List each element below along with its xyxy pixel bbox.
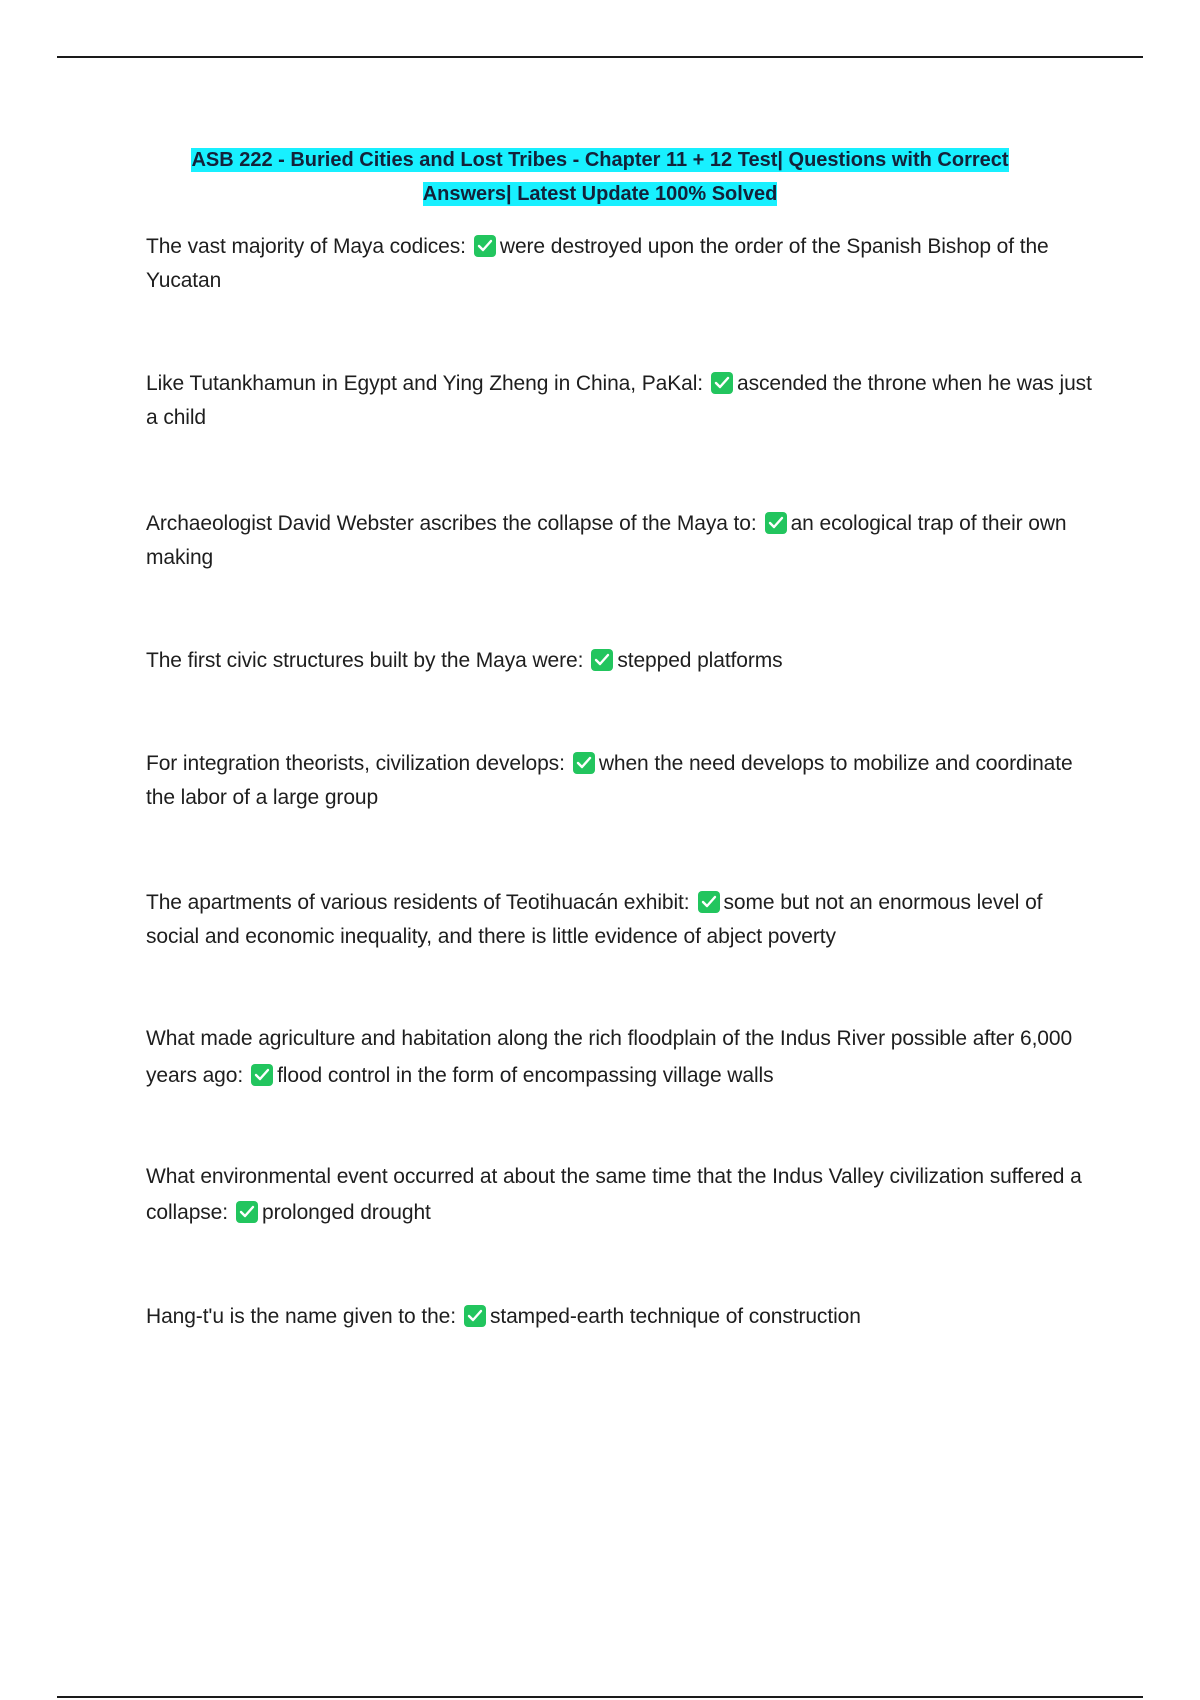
question-text: Archaeologist David Webster ascribes the collapse of the Maya to:	[146, 512, 757, 535]
check-mark-icon	[698, 891, 720, 913]
title-line-2: Answers| Latest Update 100% Solved	[422, 183, 778, 205]
question-text: The vast majority of Maya codices:	[146, 235, 466, 258]
answer-text: ascended the throne when he was just a child	[146, 372, 1092, 429]
qa-item-8	[146, 1159, 1096, 1231]
question-text: The first civic structures built by the Maya were:	[146, 649, 584, 672]
answer-text: were destroyed upon the order of the Spanish Bishop of the Yucatan	[146, 235, 1049, 292]
qa-item-5	[146, 747, 1096, 815]
check-mark-icon	[573, 752, 595, 774]
check-mark-icon	[236, 1201, 258, 1223]
qa-item-3	[146, 507, 1096, 575]
check-mark-icon	[591, 649, 613, 671]
title-line-1: ASB 222 - Buried Cities and Lost Tribes - Chapter 11 + 12 Test| Questions with Correct	[191, 149, 1009, 171]
answer-text: prolonged drought	[261, 1201, 431, 1224]
answer-text: flood control in the form of encompassing village walls	[277, 1064, 774, 1087]
check-mark-icon	[251, 1064, 273, 1086]
qa-item-7	[146, 1020, 1096, 1094]
answer-text: when the need develops to mobilize and coordinate the labor of a large group	[146, 752, 1073, 809]
answer-text: stamped-earth technique of construction	[489, 1305, 861, 1328]
check-mark-icon	[711, 372, 733, 394]
qa-item-4	[146, 644, 1096, 678]
qa-item-2	[146, 367, 1096, 435]
answer-text: some but not an enormous level of social and economic inequality, and there is little evidence of abject poverty	[146, 891, 1043, 948]
check-mark-icon	[474, 235, 496, 257]
top-rule	[57, 56, 1143, 58]
question-text: The apartments of various residents of Teotihuacán exhibit:	[146, 891, 690, 914]
qa-item-6	[146, 886, 1096, 954]
check-mark-icon	[765, 512, 787, 534]
question-text: What made agriculture and habitation along the rich floodplain of the Indus River possible after 6,000 years ago:	[146, 1027, 1073, 1087]
answer-text: stepped platforms	[617, 649, 783, 672]
qa-item-1	[146, 230, 1096, 298]
bottom-rule	[57, 1696, 1143, 1698]
document-title	[100, 143, 1100, 211]
question-text: What environmental event occurred at about the same time that the Indus Valley civilization suffered a collapse:	[146, 1165, 1082, 1224]
answer-text: an ecological trap of their own making	[146, 512, 1067, 569]
check-mark-icon	[464, 1305, 486, 1327]
question-text: For integration theorists, civilization develops:	[146, 752, 565, 775]
qa-item-9	[146, 1300, 1096, 1334]
question-text: Hang-t'u is the name given to the:	[146, 1305, 456, 1328]
question-text: Like Tutankhamun in Egypt and Ying Zheng in China, PaKal:	[146, 372, 704, 395]
